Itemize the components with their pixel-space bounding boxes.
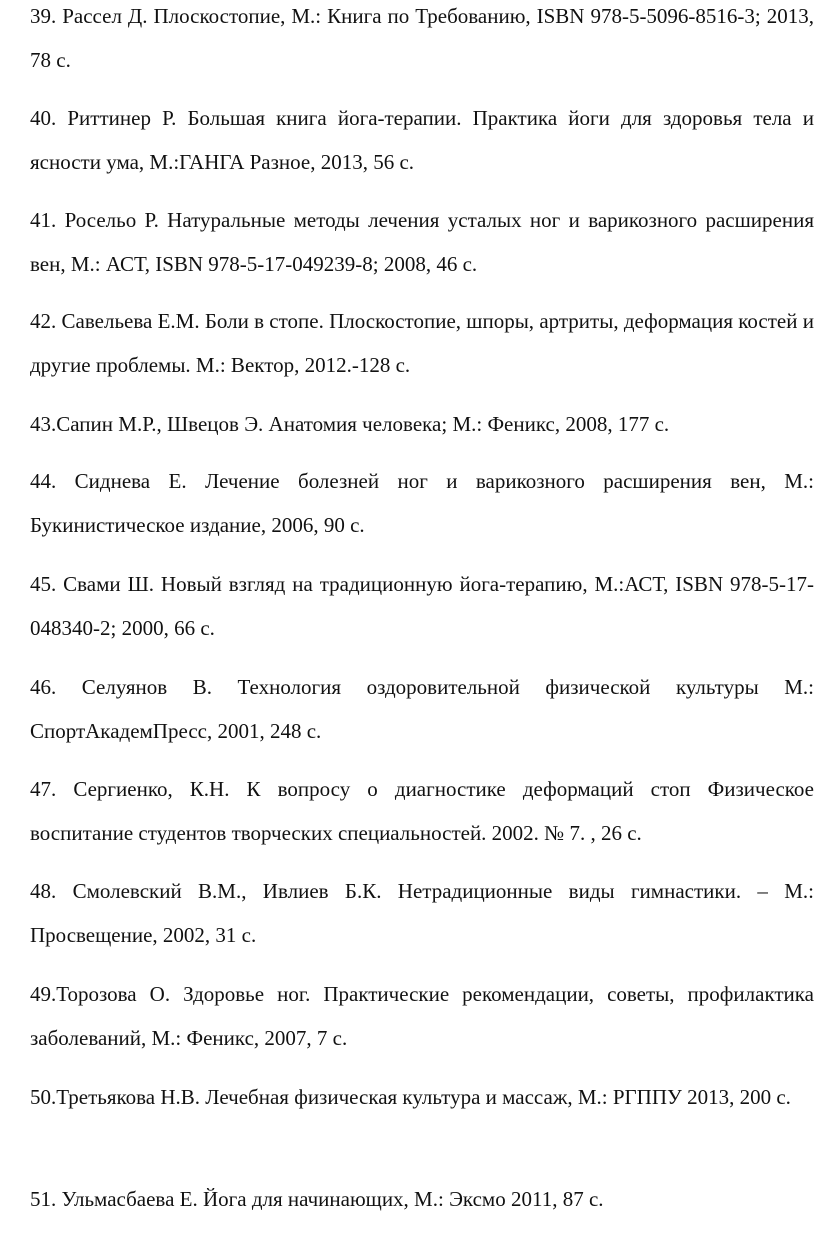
reference-item-45: 45. Свами Ш. Новый взгляд на традиционную йога-терапию, М.:АСТ, ISBN 978-5-17-048340-2; 2000, 66 с. [30,572,814,640]
reference-item-49: 49.Торозова О. Здоровье ног. Практические рекомендации, советы, профилактика заболеваний, М.: Феникс, 2007, 7 с. [30,982,814,1050]
reference-item-43: 43.Сапин М.Р., Швецов Э. Анатомия человека; М.: Феникс, 2008, 177 с. [30,412,670,436]
reference-item-40: 40. Риттинер Р. Большая книга йога-терапии. Практика йоги для здоровья тела и ясности ума, М.:ГАНГА Разное, 2013, 56 с. [30,106,814,174]
reference-item-44: 44. Сиднева Е. Лечение болезней ног и варикозного расширения вен, М.: Букинистическое издание, 2006, 90 с. [30,469,814,537]
reference-item-41: 41. Росельо Р. Натуральные методы лечения усталых ног и варикозного расширения вен, М.: АСТ, ISBN 978-5-17-049239-8; 2008, 46 с. [30,208,814,276]
reference-item-51: 51. Ульмасбаева Е. Йога для начинающих, М.: Эксмо 2011, 87 с. [30,1187,604,1211]
reference-list [30,0,814,1240]
reference-item-50: 50.Третьякова Н.В. Лечебная физическая культура и массаж, М.: РГППУ 2013, 200 с. [30,1085,791,1109]
reference-item-46: 46. Селуянов В. Технология оздоровительной физической культуры М.: СпортАкадемПресс, 2001, 248 с. [30,675,814,743]
reference-item-47: 47. Сергиенко, К.Н. К вопросу о диагностике деформаций стоп Физическое воспитание студентов творческих специальностей. 2002. № 7. , 26 с. [30,777,814,845]
reference-item-48: 48. Смолевский В.М., Ивлиев Б.К. Нетрадиционные виды гимнастики. – М.: Просвещение, 2002, 31 с. [30,879,814,947]
reference-item-39: 39. Рассел Д. Плоскостопие, М.: Книга по Требованию, ISBN 978-5-5096-8516-3; 2013, 78 с. [30,4,814,72]
reference-item-42: 42. Савельева Е.М. Боли в стопе. Плоскостопие, шпоры, артриты, деформация костей и другие проблемы. М.: Вектор, 2012.-128 с. [30,309,814,377]
